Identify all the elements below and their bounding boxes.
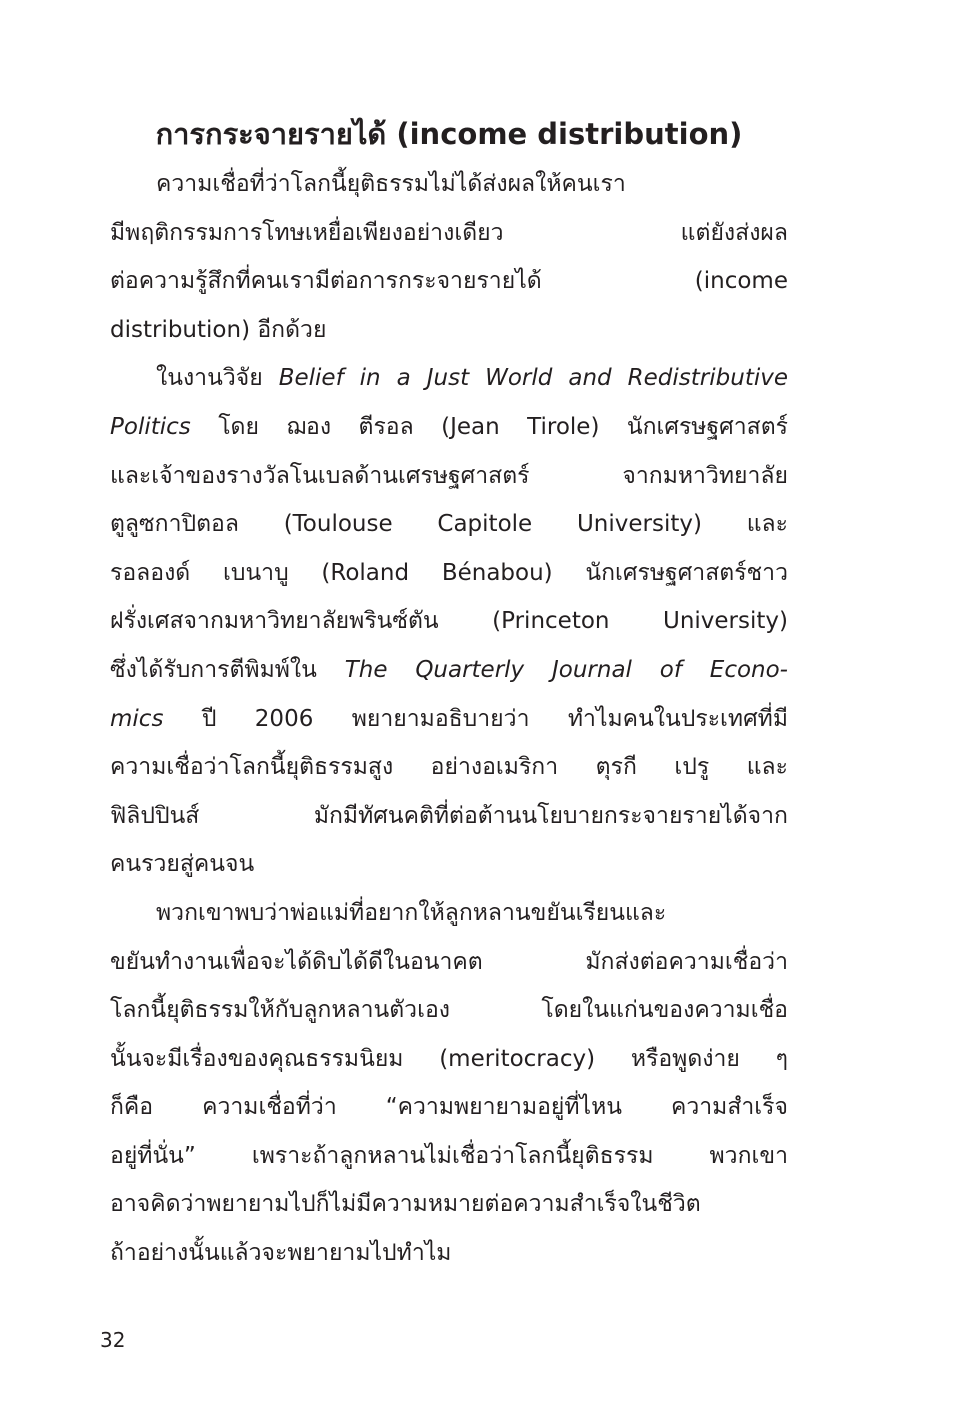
paragraph-2-line-1 xyxy=(110,354,788,403)
paragraph-2-line-2 xyxy=(110,403,788,452)
paragraph-2-line-11: คนรวยสู่คนจน xyxy=(110,851,255,878)
paragraph-2-line-6: ฝรั่งเศสจากมหาวิทยาลัยพรินซ์ตัน (Princeton University) xyxy=(110,608,788,635)
paper-title-italic: Belief in a Just World and Redistributive xyxy=(278,365,788,392)
paragraph-3-line-8: ถ้าอย่างนั้นแล้วจะพยายามไปทำไม xyxy=(110,1240,452,1267)
paragraph-3-line-6: อยู่ที่นั่น” เพราะถ้าลูกหลานไม่เชื่อว่าโลกนี้ยุติธรรม พวกเขา xyxy=(110,1142,788,1169)
paragraph-3-line-4: นั้นจะมีเรื่องของคุณธรรมนิยม (meritocracy) หรือพูดง่าย ๆ xyxy=(110,1045,788,1072)
paragraph-3-line-7: อาจคิดว่าพยายามไปก็ไม่มีความหมายต่อความสำเร็จในชีวิต xyxy=(110,1191,701,1218)
body-text xyxy=(110,160,788,1278)
paragraph-2-line-4: ตูลูซกาปิตอล (Toulouse Capitole University) และ xyxy=(110,511,788,538)
section-heading: การกระจายรายได้ (income distribution) xyxy=(155,117,743,151)
paper-title-italic-cont: Politics xyxy=(110,413,191,440)
text-run: ซึ่งได้รับการตีพิมพ์ใน xyxy=(110,656,345,683)
paragraph-2-line-5: รอลองด์ เบนาบู (Roland Bénabou) นักเศรษฐศาสตร์ชาว xyxy=(110,559,788,586)
paragraph-1 xyxy=(110,160,788,354)
paragraph-1-line-3: ต่อความรู้สึกที่คนเรามีต่อการกระจายรายได้ (income xyxy=(110,268,788,295)
text-run: โดย ฌอง ตีรอล (Jean Tirole) นักเศรษฐศาสตร์ xyxy=(190,413,788,440)
page-number: 32 xyxy=(100,1328,126,1352)
paragraph-2-line-7 xyxy=(110,646,788,695)
paragraph-1-line-4: distribution) อีกด้วย xyxy=(110,316,327,343)
journal-title-italic-cont: mics xyxy=(110,705,164,732)
paragraph-3-line-2: ขยันทำงานเพื่อจะได้ดิบได้ดีในอนาคต มักส่งต่อความเชื่อว่า xyxy=(110,948,788,975)
paragraph-3-line-5: ก็คือ ความเชื่อที่ว่า “ความพยายามอยู่ที่ไหน ความสำเร็จ xyxy=(110,1094,788,1121)
paragraph-3-line-1: พวกเขาพบว่าพ่อแม่ที่อยากให้ลูกหลานขยันเรียนและ xyxy=(156,899,667,926)
paragraph-1-line-2: มีพฤติกรรมการโทษเหยื่อเพียงอย่างเดียว แต่ยังส่งผล xyxy=(110,219,788,246)
paragraph-3-line-3: โลกนี้ยุติธรรมให้กับลูกหลานตัวเอง โดยในแก่นของความเชื่อ xyxy=(110,997,788,1024)
text-run: ในงานวิจัย xyxy=(156,365,279,392)
paragraph-2-line-10: ฟิลิปปินส์ มักมีทัศนคติที่ต่อต้านนโยบายกระจายรายได้จาก xyxy=(110,802,788,829)
text-run: ปี 2006 พยายามอธิบายว่า ทำไมคนในประเทศที่มี xyxy=(163,705,788,732)
paragraph-1-line-1: ความเชื่อที่ว่าโลกนี้ยุติธรรมไม่ได้ส่งผลให้คนเรา xyxy=(156,171,626,197)
paragraph-2-line-9: ความเชื่อว่าโลกนี้ยุติธรรมสูง อย่างอเมริกา ตุรกี เปรู และ xyxy=(110,754,788,781)
paragraph-2-line-3: และเจ้าของรางวัลโนเบลด้านเศรษฐศาสตร์ จากมหาวิทยาลัย xyxy=(110,462,788,489)
paragraph-2 xyxy=(110,354,788,889)
paragraph-2-line-8 xyxy=(110,695,788,744)
journal-title-italic: The Quarterly Journal of Econo- xyxy=(344,656,788,683)
paragraph-3 xyxy=(110,889,788,1278)
